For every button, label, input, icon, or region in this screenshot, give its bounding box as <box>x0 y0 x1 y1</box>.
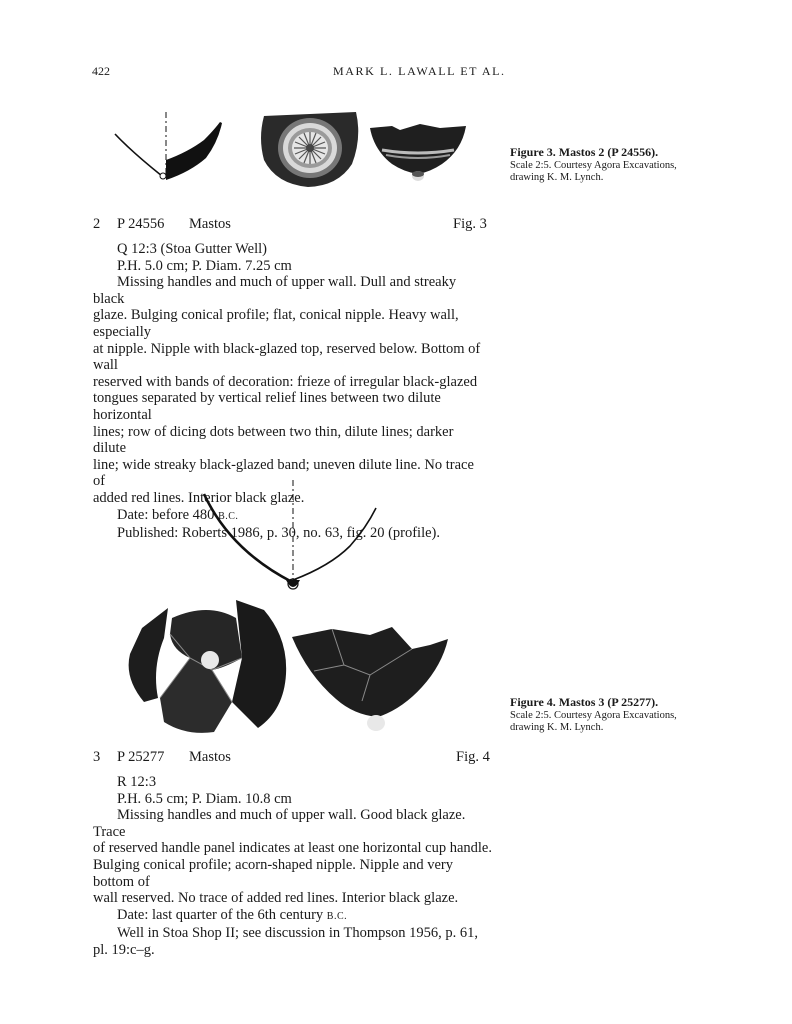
figure4-bowl-top-view-photo <box>124 598 290 738</box>
desc-line: wall reserved. No trace of added red lines. Interior black glaze. <box>93 890 459 907</box>
entry2-name: Mastos <box>189 216 231 232</box>
figure3-caption-line: Scale 2:5. Courtesy Agora Excavations, <box>510 159 677 171</box>
desc-line: at nipple. Nipple with black-glazed top, reserved below. Bottom of wall <box>93 340 481 374</box>
figure3-caption-line: drawing K. M. Lynch. <box>510 172 604 183</box>
desc-line: lines; row of dicing dots between two thin, dilute lines; darker dilute <box>93 423 454 457</box>
desc-line: reserved with bands of decoration: frieze of irregular black-glazed <box>93 373 478 390</box>
entry3-name: Mastos <box>189 749 231 765</box>
figure3-profile-drawing <box>110 112 230 187</box>
entry2-dims: P.H. 5.0 cm; P. Diam. 7.25 cm <box>117 257 292 274</box>
entry3-date <box>93 907 493 926</box>
entry3-date-text: Date: last quarter of the 6th century <box>117 906 327 923</box>
figure3-bowl-side-view-photo <box>370 122 466 184</box>
figure4-caption <box>510 696 710 735</box>
figure3-caption-title: Figure 3. Mastos 2 (P 24556). <box>510 145 659 159</box>
desc-line: line; wide streaky black-glazed band; uneven dilute line. No trace of <box>93 456 474 490</box>
entry2-date-era: B.C. <box>218 510 239 522</box>
entry3-heading <box>93 749 493 767</box>
entry3-note: Well in Stoa Shop II; see discussion in Thompson 1956, p. 61, <box>117 925 479 942</box>
entry2-published: Published: Roberts 1986, p. 30, no. 63, fig. 20 (profile). <box>117 525 441 542</box>
page-number: 422 <box>92 64 110 78</box>
entry2-heading <box>93 216 493 234</box>
entry3-number: 3 <box>93 749 101 765</box>
entry3-inventory: P 25277 <box>117 749 165 765</box>
entry3-note-cont: pl. 19:c–g. <box>93 941 155 958</box>
entry2-description <box>93 274 488 506</box>
figure3-caption <box>510 146 710 185</box>
desc-line: Bulging conical profile; acorn-shaped nipple. Nipple and very bottom of <box>93 856 453 890</box>
entry2-number: 2 <box>93 216 101 232</box>
running-head: MARK L. LAWALL ET AL. <box>333 64 506 78</box>
entry3-dims: P.H. 6.5 cm; P. Diam. 10.8 cm <box>117 790 292 807</box>
entry2-deposit: Q 12:3 (Stoa Gutter Well) <box>117 241 267 257</box>
figure4-caption-line: drawing K. M. Lynch. <box>510 722 604 733</box>
entry3-deposit: R 12:3 <box>117 774 157 790</box>
figure4-bowl-side-view-photo <box>292 625 452 735</box>
figure4-caption-title: Figure 4. Mastos 3 (P 25277). <box>510 695 659 709</box>
entry3-fig-ref: Fig. 4 <box>456 749 490 765</box>
entry3-body <box>93 774 493 959</box>
desc-line: Missing handles and much of upper wall. Good black glaze. Trace <box>93 807 466 840</box>
desc-line: Missing handles and much of upper wall. Dull and streaky black <box>93 274 457 307</box>
desc-line: added red lines. Interior black glaze. <box>93 489 305 506</box>
entry2-date-text: Date: before 480 <box>117 506 219 523</box>
desc-line: of reserved handle panel indicates at least one horizontal cup handle. <box>93 840 492 857</box>
entry3-date-era: B.C. <box>326 910 348 922</box>
entry2-inventory: P 24556 <box>117 216 165 232</box>
entry2-fig-ref: Fig. 3 <box>453 216 487 232</box>
figure4-profile-drawing <box>200 480 380 598</box>
figure4-caption-line: Scale 2:5. Courtesy Agora Excavations, <box>510 709 677 721</box>
entry3-description <box>93 807 493 907</box>
figure3-bowl-top-view-photo <box>258 108 362 188</box>
desc-line: glaze. Bulging conical profile; flat, conical nipple. Heavy wall, especially <box>93 307 459 340</box>
desc-line: tongues separated by vertical relief lines between two dilute horizontal <box>93 390 441 423</box>
